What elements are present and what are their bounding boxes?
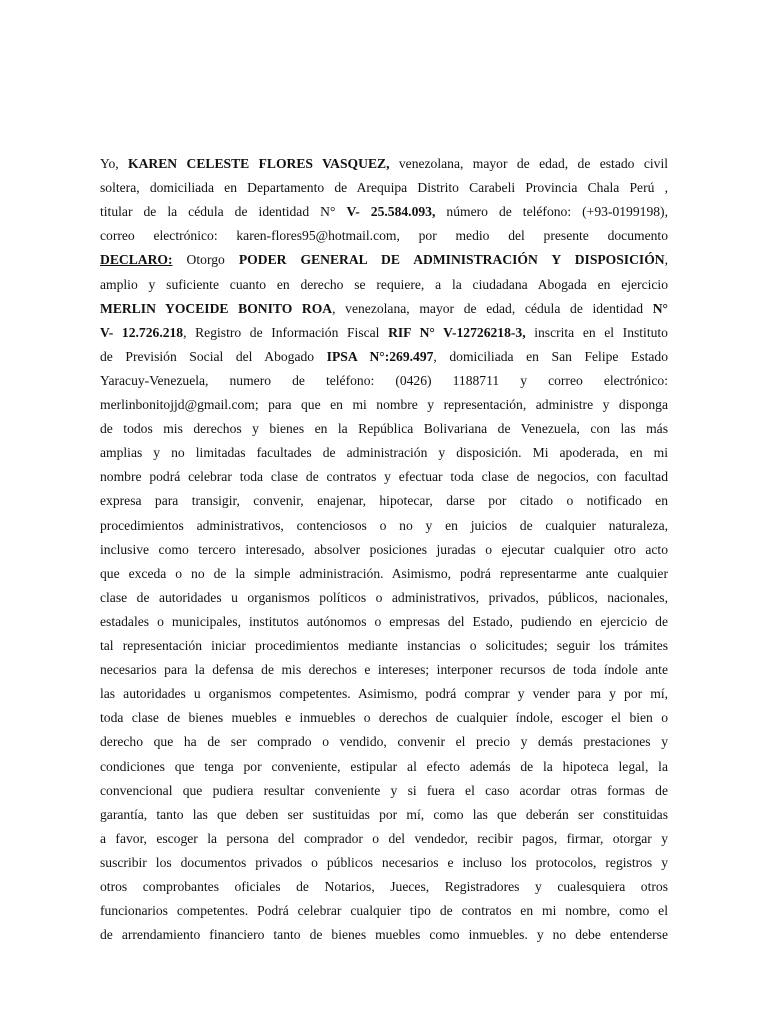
- text-line: [100, 805, 668, 825]
- bold-text: PODER GENERAL DE ADMINISTRACIÓN Y DISPOSICIÓN: [238, 252, 665, 268]
- text-segment: de todos mis derechos y bienes en la República Bolivariana de Venezuela, con las más: [100, 421, 668, 437]
- text-line: [100, 660, 668, 680]
- text-segment: las autoridades u organismos competentes. Asimismo, podrá comprar y vender para y por mí,: [100, 686, 668, 702]
- text-line: [100, 395, 668, 415]
- text-segment: soltera, domiciliada en Departamento de Arequipa Distrito Carabeli Provincia Chala Perú ,: [100, 180, 668, 196]
- text-segment: toda clase de bienes muebles e inmuebles o derechos de cualquier índole, escoger el bien o: [100, 710, 668, 726]
- text-segment: convencional que pudiera resultar conveniente y si fuera el caso acordar otras formas de: [100, 782, 668, 798]
- text-line: [100, 467, 668, 487]
- text-segment: procedimientos administrativos, contenciosos o no y en juicios de cualquier naturaleza,: [100, 517, 668, 533]
- text-segment: estadales o municipales, institutos autónomos o empresas del Estado, pudiendo en ejercicio de: [100, 613, 668, 629]
- text-line: [100, 781, 668, 801]
- text-segment: suscribir los documentos privados o públicos necesarios e incluso los protocolos, registros y: [100, 854, 668, 870]
- text-line: [100, 757, 668, 777]
- text-line: [100, 708, 668, 728]
- bold-text: N°: [652, 300, 668, 316]
- text-line: [100, 202, 668, 222]
- text-segment: clase de autoridades u organismos políticos o administrativos, privados, públicos, nacionales,: [100, 589, 668, 605]
- text-segment: Otorgo: [172, 252, 239, 268]
- text-segment: necesarios para la defensa de mis derechos e intereses; interponer recursos de toda índole ante: [100, 662, 668, 678]
- text-segment: a favor, escoger la persona del comprador o del vendedor, recibir pagos, firmar, otorgar y: [100, 830, 668, 846]
- text-line: [100, 829, 668, 849]
- text-segment: que exceda o no de la simple administración. Asimismo, podrá representarme ante cualquier: [100, 565, 668, 581]
- text-segment: ,: [664, 252, 669, 268]
- bold-text: KAREN CELESTE FLORES VASQUEZ,: [128, 156, 390, 171]
- text-line: [100, 250, 668, 270]
- text-line: [100, 636, 668, 656]
- text-line: [100, 347, 668, 367]
- text-line: [100, 877, 668, 897]
- text-segment: tal representación iniciar procedimientos mediante instancias o solicitudes; seguir los trámites: [100, 638, 668, 653]
- text-segment: de Previsión Social del Abogado: [100, 348, 327, 364]
- text-segment: expresa para transigir, convenir, enajenar, hipotecar, darse por citado o notificado en: [100, 493, 668, 509]
- text-segment: nombre podrá celebrar toda clase de contratos y efectuar toda clase de negocios, con facultad: [100, 469, 668, 485]
- text-line: [100, 299, 668, 319]
- text-line: [100, 588, 668, 608]
- text-line: [100, 540, 668, 560]
- text-segment: , venezolana, mayor de edad, cédula de identidad: [332, 300, 653, 316]
- text-segment: amplias y no limitadas facultades de administración y disposición. Mi apoderada, en mi: [100, 445, 668, 461]
- text-line: [100, 732, 668, 752]
- text-segment: venezolana, mayor de edad, de estado civil: [389, 156, 668, 171]
- text-line: [100, 684, 668, 704]
- text-segment: inclusive como tercero interesado, absolver posiciones juradas o ejecutar cualquier otro acto: [100, 541, 668, 557]
- bold-text: IPSA N°:269.497: [326, 348, 434, 364]
- text-line: [100, 443, 668, 463]
- text-segment: inscrita en el Instituto: [525, 324, 668, 340]
- text-line: [100, 564, 668, 584]
- text-segment: otros comprobantes oficiales de Notarios, Jueces, Registradores y cualesquiera otros: [100, 879, 668, 894]
- text-segment: Yo,: [100, 156, 129, 171]
- text-line: [100, 491, 668, 511]
- text-line: [100, 419, 668, 439]
- text-line: [100, 371, 668, 391]
- text-segment: número de teléfono: (+93-0199198),: [435, 204, 668, 220]
- text-segment: garantía, tanto las que deben ser sustituidas por mí, como las que deberán ser constituidas: [100, 806, 668, 822]
- text-segment: derecho que ha de ser comprado o vendido, convenir el precio y demás prestaciones y: [100, 734, 668, 750]
- text-line: [100, 612, 668, 632]
- text-line: [100, 275, 668, 295]
- text-segment: merlinbonitojjd@gmail.com; para que en mi nombre y representación, administre y disponga: [100, 397, 668, 412]
- text-line: [100, 516, 668, 536]
- text-segment: correo electrónico: karen-flores95@hotmail.com, por medio del presente documento: [100, 228, 668, 244]
- text-segment: condiciones que tenga por conveniente, estipular al efecto además de la hipoteca legal, la: [100, 758, 668, 774]
- text-segment: de arrendamiento financiero tanto de bienes muebles como inmuebles. y no debe entenderse: [100, 927, 668, 943]
- text-segment: amplio y suficiente cuanto en derecho se requiere, a la ciudadana Abogada en ejercicio: [100, 276, 668, 292]
- text-line: [100, 226, 668, 246]
- text-line: [100, 154, 668, 174]
- bold-text: RIF N° V-12726218-3,: [388, 324, 526, 340]
- text-line: [100, 925, 668, 945]
- bold-text: MERLIN YOCEIDE BONITO ROA: [100, 300, 333, 316]
- text-segment: Yaracuy-Venezuela, numero de teléfono: (0426) 1188711 y correo electrónico:: [100, 372, 668, 388]
- text-line: [100, 178, 668, 198]
- text-line: [100, 323, 668, 343]
- text-line: [100, 853, 668, 873]
- bold-text: V- 25.584.093,: [346, 204, 436, 220]
- text-segment: , Registro de Información Fiscal: [183, 324, 389, 340]
- bold-text: DECLARO:: [100, 252, 173, 268]
- text-segment: titular de la cédula de identidad N°: [100, 204, 347, 220]
- text-segment: funcionarios competentes. Podrá celebrar cualquier tipo de contratos en mi nombre, como el: [100, 903, 668, 919]
- text-segment: , domiciliada en San Felipe Estado: [433, 348, 668, 364]
- text-line: [100, 901, 668, 921]
- bold-text: V- 12.726.218: [100, 324, 184, 340]
